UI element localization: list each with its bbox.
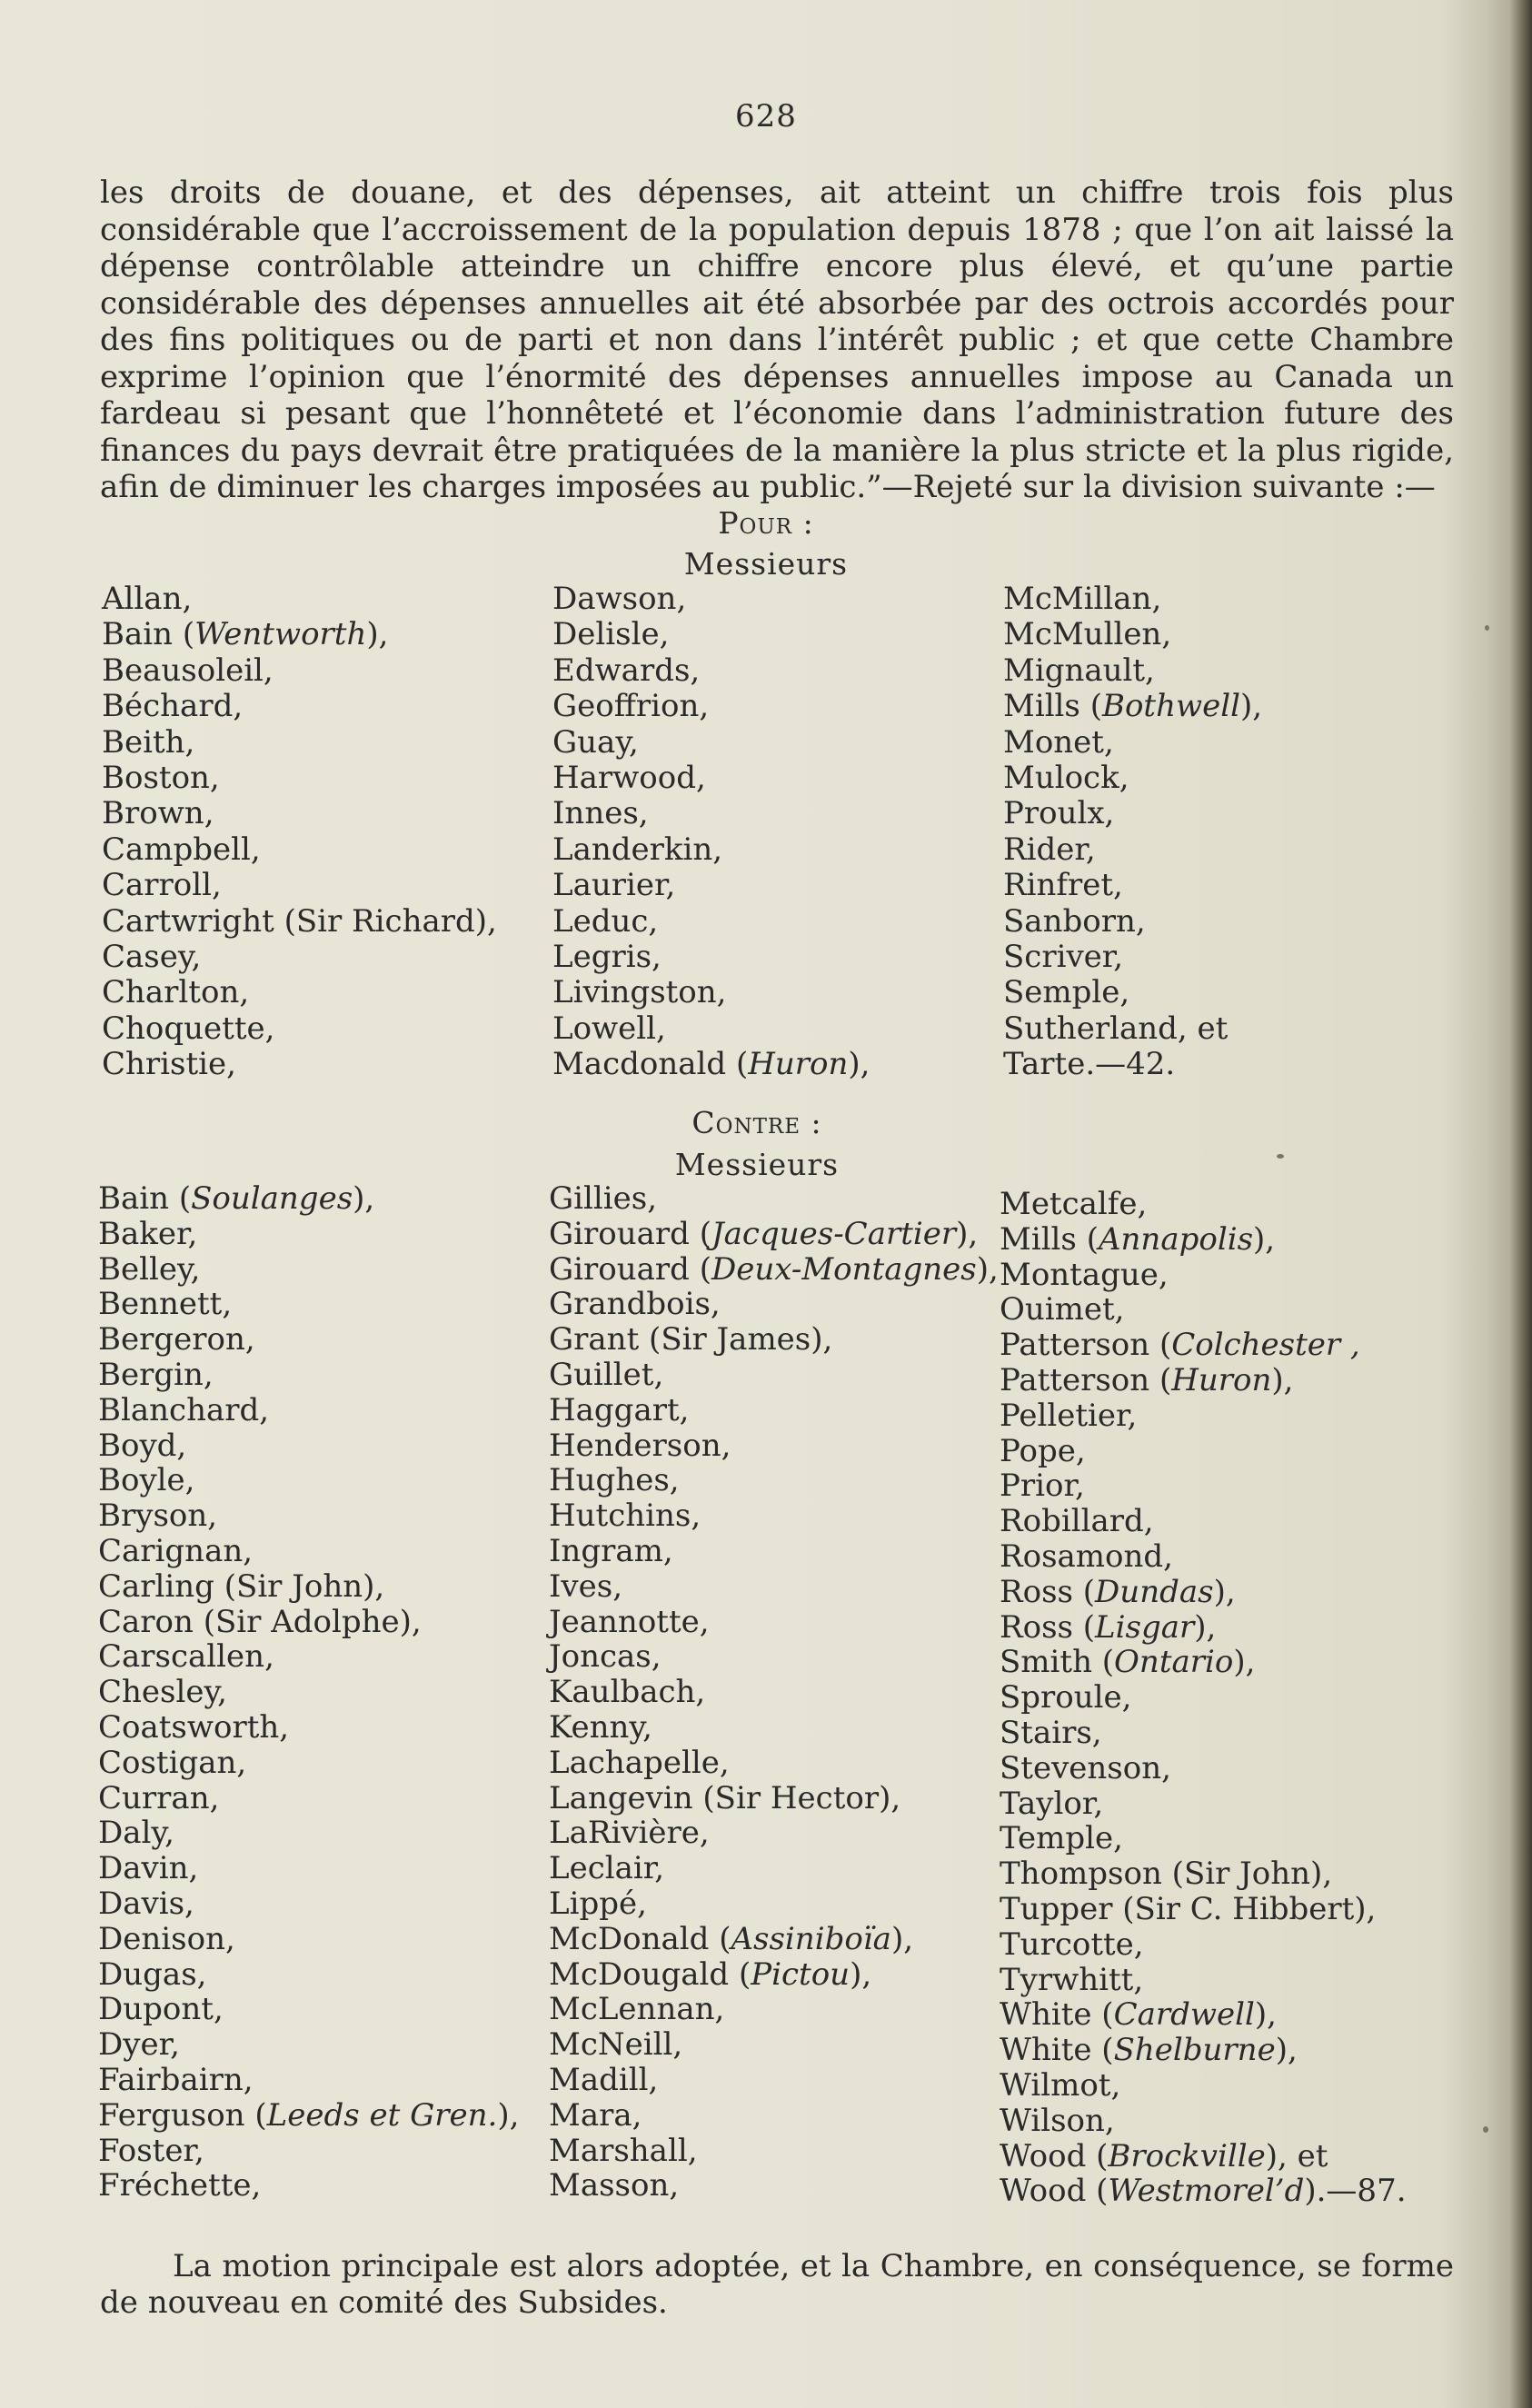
voter-name: Dawson, — [552, 581, 687, 617]
voter-name: Monet, — [1003, 723, 1114, 761]
voter-name: Leclair, — [549, 1850, 665, 1887]
voter-name: Sutherland, et — [1003, 1010, 1229, 1047]
voter-name: Bergeron, — [98, 1321, 255, 1358]
scan-speck — [1483, 2126, 1488, 2133]
voter-name: Lippé, — [549, 1885, 647, 1922]
voter-name: Dugas, — [98, 1955, 207, 1993]
voter-name: Foster, — [98, 2132, 204, 2169]
voter-name: Bennett, — [98, 1286, 233, 1323]
voter-name: Christie, — [102, 1046, 236, 1083]
voter-name: Mignault, — [1003, 652, 1155, 689]
voter-name: Joncas, — [549, 1638, 662, 1676]
scan-speck — [1277, 1154, 1284, 1159]
voter-name: Marshall, — [549, 2132, 698, 2169]
scan-speck — [1485, 625, 1489, 631]
voter-name: Coatsworth, — [98, 1708, 290, 1746]
voter-name: Bain (Wentworth), — [102, 616, 389, 653]
voter-name: LaRivière, — [549, 1815, 710, 1852]
voter-name: Henderson, — [549, 1427, 731, 1464]
voter-name: Ingram, — [549, 1532, 673, 1569]
voter-name: White (Shelburne), — [1000, 2032, 1298, 2069]
pour-subheading: Messieurs — [683, 546, 849, 582]
contre-heading: Contre : — [691, 1105, 822, 1140]
voter-name: Costigan, — [98, 1744, 247, 1781]
voter-name: Proulx, — [1003, 795, 1115, 832]
voter-name: Rosamond, — [1000, 1537, 1173, 1575]
voter-name: Ross (Lisgar), — [1000, 1608, 1217, 1646]
constituency-name: Annapolis — [1098, 1220, 1254, 1258]
constituency-name: Pictou — [751, 1955, 851, 1993]
voter-name: Smith (Ontario), — [1000, 1644, 1256, 1681]
voter-name: McMullen, — [1003, 616, 1172, 653]
voter-name: Kaulbach, — [549, 1674, 706, 1711]
voter-name: Langevin (Sir Hector), — [549, 1779, 901, 1816]
voter-name: Boyle, — [98, 1462, 195, 1499]
voter-name: Chesley, — [98, 1674, 227, 1711]
voter-name: Rider, — [1003, 831, 1096, 868]
voter-name: Kenny, — [549, 1708, 652, 1746]
contre-column-3 — [1000, 1187, 1407, 2209]
voter-name: Carroll, — [102, 867, 222, 904]
voter-name: Boyd, — [98, 1427, 187, 1464]
voter-name: Delisle, — [552, 616, 670, 653]
voter-name: Tyrwhitt, — [1000, 1961, 1144, 1998]
voter-name: Patterson (Colchester , — [1000, 1327, 1360, 1364]
voter-name: McDonald (Assiniboïa), — [549, 1920, 914, 1957]
voter-name: White (Cardwell), — [1000, 1996, 1277, 2034]
voter-name: Madill, — [549, 2061, 659, 2098]
voter-name: Wood (Westmorel’d).—87. — [1000, 2173, 1407, 2210]
voter-name: Turcotte, — [1000, 1925, 1144, 1963]
voter-name: Tarte.—42. — [1003, 1046, 1176, 1083]
voter-name: Tupper (Sir C. Hibbert), — [1000, 1890, 1377, 1927]
voter-name: Ferguson (Leeds et Gren.), — [98, 2096, 520, 2134]
constituency-name: Brockville — [1108, 2137, 1266, 2174]
voter-name: Grandbois, — [549, 1286, 721, 1323]
voter-name: Daly, — [98, 1815, 174, 1852]
voter-name: Montague, — [1000, 1256, 1169, 1293]
voter-name: Haggart, — [549, 1391, 690, 1428]
voter-name: Carignan, — [98, 1532, 254, 1569]
voter-name: Caron (Sir Adolphe), — [98, 1603, 422, 1640]
voter-name: Mills (Annapolis), — [1000, 1220, 1276, 1258]
voter-name: Carling (Sir John), — [98, 1567, 385, 1605]
voter-name: Innes, — [552, 795, 649, 832]
voter-name: Wood (Brockville), et — [1000, 2137, 1328, 2174]
constituency-name: Leeds et Gren. — [266, 2096, 498, 2134]
voter-name: Grant (Sir James), — [549, 1321, 833, 1358]
voter-name: Scriver, — [1003, 938, 1124, 975]
voter-name: Laurier, — [552, 867, 676, 904]
voter-name: Jeannotte, — [549, 1603, 710, 1640]
voter-name: McLennan, — [549, 1991, 725, 2028]
voter-name: Campbell, — [102, 831, 261, 868]
voter-name: Denison, — [98, 1920, 235, 1957]
voter-name: Guillet, — [549, 1356, 664, 1393]
voter-name: Harwood, — [552, 759, 706, 796]
voter-name: Lachapelle, — [549, 1744, 730, 1781]
constituency-name: Ontario — [1114, 1644, 1234, 1681]
voter-name: Landerkin, — [552, 831, 723, 868]
voter-name: Pelletier, — [1000, 1397, 1138, 1434]
voter-name: Boston, — [102, 759, 220, 796]
voter-name: McNeill, — [549, 2026, 683, 2064]
voter-name: Davis, — [98, 1885, 194, 1922]
voter-name: Stairs, — [1000, 1714, 1102, 1751]
constituency-name: Bothwell — [1101, 688, 1240, 725]
voter-name: Davin, — [98, 1850, 199, 1887]
voter-name: Bain (Soulanges), — [98, 1180, 375, 1217]
page-number: 628 — [735, 98, 797, 134]
constituency-name: Cardwell — [1113, 1996, 1255, 2034]
constituency-name: Dundas — [1095, 1573, 1214, 1610]
voter-name: Guay, — [552, 723, 639, 761]
voter-name: Beith, — [102, 723, 195, 761]
pour-heading: Pour : — [718, 505, 814, 541]
voter-name: Carscallen, — [98, 1638, 274, 1676]
voter-name: Sanborn, — [1003, 902, 1146, 940]
constituency-name: Assiniboïa — [731, 1920, 891, 1957]
intro-paragraph: les droits de douane, et des dépenses, ait atteint un chiffre trois fois plus considérable que l’accroissement de la population depuis 1878 ; que l’on ait laissé la dépense contrôlable atteindre un chiffre encore plus élevé, et qu’une partie considérable des dépenses annuelles ait été absorbée par des octrois accordés pour des fins politiques ou de parti et non dans l’intérêt public ; et que cette Chambre exprime l’opinion que l’énormité des dépenses annuelles impose au Canada un fardeau si pesant que l’honnêteté et l’économie dans l’administration future des finances du pays devrait être pratiquées de la manière la plus stricte et la plus rigide, afin de diminuer les charges imposées au public.”—Rejeté sur la division suivante :— — [100, 174, 1454, 505]
voter-name: Stevenson, — [1000, 1749, 1171, 1786]
voter-name: Fréchette, — [98, 2167, 262, 2204]
voter-name: Brown, — [102, 795, 214, 832]
voter-name: Lowell, — [552, 1010, 666, 1047]
constituency-name: Jacques-Cartier — [711, 1215, 957, 1252]
voter-name: Wilmot, — [1000, 2066, 1121, 2104]
voter-name: McDougald (Pictou), — [549, 1955, 872, 1993]
voter-name: Thompson (Sir John), — [1000, 1856, 1333, 1893]
voter-name: Fairbairn, — [98, 2061, 254, 2098]
voter-name: Mills (Bothwell), — [1003, 688, 1263, 725]
pour-column-3 — [1003, 582, 1262, 1082]
closing-paragraph: La motion principale est alors adoptée, et la Chambre, en conséquence, se forme de nouveau en comité des Subsides. — [100, 2248, 1454, 2321]
voter-name: Ouimet, — [1000, 1291, 1125, 1328]
voter-name: Masson, — [549, 2167, 680, 2204]
voter-name: Hughes, — [549, 1462, 680, 1499]
constituency-name: Colchester , — [1171, 1327, 1360, 1364]
voter-name: Belley, — [98, 1250, 201, 1288]
voter-name: Prior, — [1000, 1468, 1085, 1505]
voter-name: Rinfret, — [1003, 867, 1123, 904]
voter-name: Metcalfe, — [1000, 1186, 1148, 1222]
voter-name: Mulock, — [1003, 759, 1129, 796]
voter-name: Dupont, — [98, 1991, 224, 2028]
voter-name: Baker, — [98, 1215, 198, 1252]
voter-name: Gillies, — [549, 1180, 658, 1217]
voter-name: Curran, — [98, 1779, 220, 1816]
voter-name: Bryson, — [98, 1498, 218, 1535]
voter-name: Charlton, — [102, 974, 250, 1011]
contre-column-2 — [549, 1181, 999, 2204]
voter-name: Wilson, — [1000, 2102, 1115, 2139]
constituency-name: Wentworth — [194, 616, 367, 653]
voter-name: Choquette, — [102, 1010, 275, 1047]
contre-subheading: Messieurs — [674, 1147, 840, 1182]
voter-name: Temple, — [1000, 1820, 1123, 1857]
voter-name: Blanchard, — [98, 1391, 270, 1428]
pour-column-2 — [552, 582, 870, 1082]
voter-name: Béchard, — [102, 688, 244, 725]
voter-name: Legris, — [552, 938, 662, 975]
voter-name: Mara, — [549, 2096, 642, 2134]
voter-name: Robillard, — [1000, 1503, 1154, 1540]
constituency-name: Soulanges — [191, 1180, 353, 1217]
constituency-name: Lisgar — [1095, 1608, 1195, 1646]
voter-name: Edwards, — [552, 652, 701, 689]
voter-name: McMillan, — [1003, 581, 1162, 617]
voter-name: Taylor, — [1000, 1785, 1104, 1822]
constituency-name: Huron — [1171, 1361, 1272, 1398]
contre-column-1 — [98, 1181, 519, 2204]
voter-name: Cartwright (Sir Richard), — [102, 902, 497, 940]
voter-name: Leduc, — [552, 902, 659, 940]
voter-name: Ives, — [549, 1567, 623, 1605]
voter-name: Girouard (Deux-Montagnes), — [549, 1250, 999, 1288]
constituency-name: Shelburne — [1113, 2032, 1276, 2069]
voter-name: Sproule, — [1000, 1679, 1132, 1716]
constituency-name: Deux-Montagnes — [711, 1250, 977, 1288]
voter-name: Geoffrion, — [552, 688, 710, 725]
voter-name: Hutchins, — [549, 1498, 701, 1535]
binding-edge — [1508, 0, 1532, 2408]
voter-name: Girouard (Jacques-Cartier), — [549, 1215, 979, 1252]
voter-name: Casey, — [102, 938, 202, 975]
voter-name: Bergin, — [98, 1356, 214, 1393]
constituency-name: Westmorel’d — [1108, 2173, 1305, 2210]
voter-name: Allan, — [102, 581, 193, 617]
voter-name: Beausoleil, — [102, 652, 274, 689]
voter-name: Ross (Dundas), — [1000, 1573, 1236, 1610]
voter-name: Patterson (Huron), — [1000, 1361, 1294, 1398]
voter-name: Dyer, — [98, 2026, 180, 2064]
voter-name: Livingston, — [552, 974, 727, 1011]
constituency-name: Huron — [748, 1046, 849, 1083]
voter-name: Semple, — [1003, 974, 1130, 1011]
voter-name: Pope, — [1000, 1432, 1086, 1469]
pour-column-1 — [102, 582, 497, 1082]
voter-name: Macdonald (Huron), — [552, 1046, 870, 1083]
